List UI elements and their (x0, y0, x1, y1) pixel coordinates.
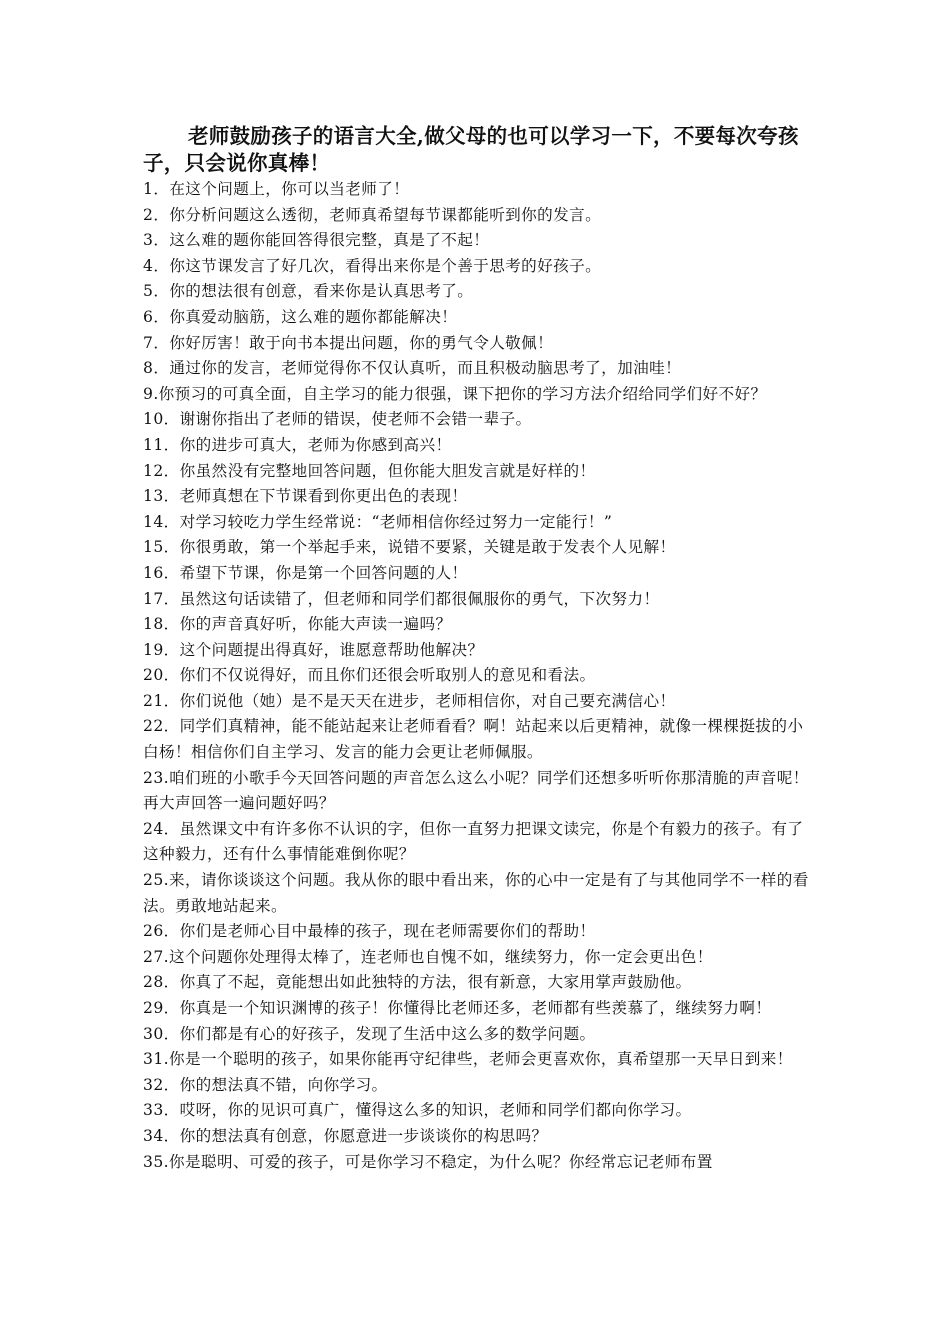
list-item: 10．谢谢你指出了老师的错误，使老师不会错一辈子。 (143, 410, 532, 429)
list-item: 13．老师真想在下节课看到你更出色的表现！ (143, 487, 468, 506)
list-item: 34．你的想法真有创意，你愿意进一步谈谈你的构思吗？ (143, 1126, 548, 1145)
list-item: 15．你很勇敢，第一个举起手来，说错不要紧，关键是敢于发表个人见解！ (143, 538, 676, 557)
list-item: 20．你们不仅说得好，而且你们还很会听取别人的意见和看法。 (143, 666, 596, 685)
list-item: 21．你们说他（她）是不是天天在进步，老师相信你，对自己要充满信心！ (143, 691, 676, 710)
list-item: 25.来，请你谈谈这个问题。我从你的眼中看出来，你的心中一定是有了与其他同学不一样的看法。勇敢地站起来。 (143, 871, 809, 915)
list-item: 29．你真是一个知识渊博的孩子！你懂得比老师还多，老师都有些羡慕了，继续努力啊！ (143, 999, 772, 1017)
list-item: 2．你分析问题这么透彻，老师真希望每节课都能听到你的发言。 (143, 205, 602, 224)
document-title: 老师鼓励孩子的语言大全,做父母的也可以学习一下，不要每次夸孩子，只会说你真棒！ (143, 124, 799, 175)
list-item: 5．你的想法很有创意，看来你是认真思考了。 (143, 282, 474, 301)
document-body (143, 123, 811, 1175)
list-item: 30．你们都是有心的好孩子，发现了生活中这么多的数学问题。 (143, 1024, 596, 1043)
list-item: 17．虽然这句话读错了，但老师和同学们都很佩服你的勇气，下次努力！ (143, 589, 660, 608)
list-item: 18．你的声音真好听，你能大声读一遍吗？ (143, 615, 452, 634)
list-item: 14．对学习较吃力学生经常说：“老师相信你经过努力一定能行！” (143, 512, 613, 531)
list-item: 3．这么难的题你能回答得很完整，真是了不起！ (143, 231, 490, 250)
list-item: 27.这个问题你处理得太棒了，连老师也自愧不如，继续努力，你一定会更出色！ (143, 947, 713, 966)
list-item: 31.你是一个聪明的孩子，如果你能再守纪律些，老师会更喜欢你，真希望那一天早日到来！ (143, 1050, 793, 1069)
list-item: 12．你虽然没有完整地回答问题，但你能大胆发言就是好样的！ (143, 461, 596, 480)
list-item: 22．同学们真精神，能不能站起来让老师看看？啊！站起来以后更精神，就像一棵棵挺拔的小白杨！相信你们自主学习、发言的能力会更让老师佩服。 (143, 717, 804, 762)
list-item: 24．虽然课文中有许多你不认识的字，但你一直努力把课文读完，你是个有毅力的孩子。有了这种毅力，还有什么事情能难倒你呢？ (143, 819, 804, 864)
list-item: 32．你的想法真不错，向你学习。 (143, 1075, 388, 1094)
list-item: 23.咱们班的小歌手今天回答问题的声音怎么这么小呢？同学们还想多听听你那清脆的声音呢！再大声回答一遍问题好吗？ (143, 768, 809, 813)
list-item: 8．通过你的发言，老师觉得你不仅认真听，而且积极动脑思考了，加油哇！ (143, 359, 682, 378)
list-item: 7．你好厉害！敢于向书本提出问题，你的勇气令人敬佩！ (143, 333, 554, 352)
list-item: 1．在这个问题上，你可以当老师了！ (143, 180, 410, 198)
list-item: 28．你真了不起，竟能想出如此独特的方法，很有新意，大家用掌声鼓励他。 (143, 973, 692, 992)
list-item: 4．你这节课发言了好几次，看得出来你是个善于思考的好孩子。 (143, 256, 602, 275)
list-item: 9.你预习的可真全面，自主学习的能力很强，课下把你的学习方法介绍给同学们好不好？ (143, 384, 767, 403)
list-item: 26．你们是老师心目中最棒的孩子，现在老师需要你们的帮助！ (143, 922, 596, 941)
list-item: 35.你是聪明、可爱的孩子，可是你学习不稳定，为什么呢？你经常忘记老师布置 (143, 1152, 713, 1171)
list-item: 19．这个问题提出得真好，谁愿意帮助他解决？ (143, 640, 484, 659)
list-item: 6．你真爱动脑筋，这么难的题你都能解决！ (143, 307, 458, 326)
list-item: 11．你的进步可真大，老师为你感到高兴！ (143, 435, 452, 454)
list-item: 16．希望下节课，你是第一个回答问题的人！ (143, 563, 468, 582)
encouragement-list (143, 177, 811, 1175)
list-item: 33．哎呀，你的见识可真广，懂得这么多的知识，老师和同学们都向你学习。 (143, 1101, 692, 1120)
